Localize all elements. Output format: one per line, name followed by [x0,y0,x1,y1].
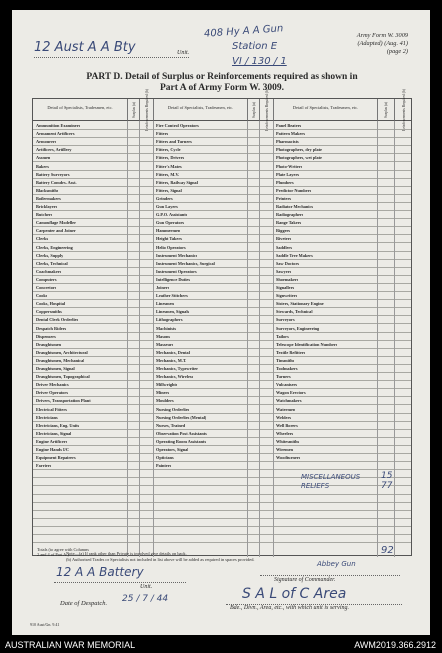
station-line-1: 408 Hy A A Gun [203,23,284,40]
table-row [33,284,411,292]
row-label-col1: Clerks, Technical [36,260,68,266]
row-label-col2: Leather Stitchers [156,293,188,299]
misc-line-2: RELIEFS [301,482,330,490]
row-label-col2: Operators, Signal [156,447,189,452]
row-label-col1: Clerks [36,236,49,242]
title-line-2: Part A of Army Form W. 3009. [159,83,284,93]
table-row [33,316,411,324]
row-label-col1: Draughtsmen, Topographical [36,374,90,380]
row-label-col3: Wiremen [276,447,294,452]
row-label-col2: Masseurs [156,341,174,347]
table-row [33,219,411,227]
row-label-col2: Instrument Mechanics [156,252,198,258]
row-label-col3: Radiographers [276,212,304,218]
table-row [33,365,411,373]
row-label-col2: Nursing Orderlies (Mental) [156,414,207,420]
row-label-col3: Woodturners [276,455,301,461]
row-label-col3: Signallers [276,285,295,290]
table-row [33,130,411,138]
row-label-col1: Battery Surveyors [36,171,70,177]
row-label-col1: Artificers, Artillery [36,147,72,153]
row-label-col2: Helio Operators [156,244,186,250]
column-divider [394,121,395,557]
row-label-col1: Bricklayers [36,204,58,209]
row-label-col3: Photographers, wet plate [276,155,322,161]
row-label-col2: Fitters, M.V. [156,171,180,177]
row-label-col3: Wagon Erectors [276,390,306,396]
reinf-header-2: Reinforcements Required (b) [259,99,273,121]
table-row [33,406,411,414]
unit-handwritten: 12 Aust A A Bty [34,40,136,55]
table-row [33,389,411,397]
table-row [33,373,411,381]
unit-underline [34,57,189,58]
table-row [33,341,411,349]
table-row [33,122,411,130]
form-reference [357,32,408,56]
table-row [33,187,411,195]
form-ref-line-2: (Adapted) (Aug. 41) [357,40,408,47]
row-label-col2: Opticians [156,455,174,461]
row-label-col2: Joiners [156,285,170,290]
row-label-col2: Instrument Operators [156,268,197,274]
row-label-col1: Draughtsmen, Architectural [36,349,88,355]
row-label-col1: Drivers, Transportation Plant [36,398,91,404]
table-row [33,244,411,252]
row-label-col2: Instrument Mechanics, Surgical [156,260,215,266]
row-label-col1: Coppersmiths [36,309,62,315]
row-label-col3: Riggers [276,228,291,234]
row-label-col1: Electricians, Signal [36,430,72,436]
row-label-col1: Clerks, Engineering [36,244,73,250]
title-line-1: PART D. Detail of Surplus or Reinforcements required as shown in [86,72,358,82]
row-label-col2: Observation Post Assistants [156,430,207,436]
row-label-col3: Whitesmiths [276,438,300,444]
surplus-header-3: Surplus (a) [377,99,394,121]
area-handwritten: S A L of C Area [242,586,347,602]
row-label-col1: Engine Artificers [36,438,68,444]
blank-row [33,535,411,543]
column-divider [247,121,248,557]
row-label-col2: Linesmen [156,301,174,307]
row-label-col1: Dental Clerk Orderlies [36,317,79,323]
row-label-col3: Plumbers [276,179,294,185]
row-label-col2: Machinists [156,325,177,331]
row-label-col1: Bakers [36,163,49,169]
row-label-col3: Panel Beaters [276,123,302,128]
row-label-col1: Draughtsmen, Signal [36,366,75,371]
row-label-col1: Armament Artificers [36,131,75,137]
row-label-col3: Signwriters [276,293,298,299]
row-label-col3: Sawyers [276,268,292,274]
row-label-col1: Cooks [36,293,48,299]
table-row [33,195,411,203]
row-label-col3: Welders [276,414,292,420]
despatch-label: Date of Despatch. [60,600,108,607]
row-label-col3: Shoemakers [276,276,299,282]
col-header-2: Detail of Specialists, Tradesmen, etc. [153,99,247,121]
row-label-col3: Surveyors [276,317,295,323]
table-row [33,349,411,357]
table-row [33,163,411,171]
row-label-col3: Range Takers [276,220,302,226]
row-label-col2: Masons [156,333,171,339]
row-label-col1: Cooks, Hospital [36,301,66,307]
row-label-col3: Riveters [276,236,292,242]
commander-signature: Abbey Gun [317,560,356,568]
table-row [33,154,411,162]
row-label-col1: Despatch Riders [36,325,67,331]
table-row [33,227,411,235]
table-row [33,146,411,154]
row-label-col3: Pharmacists [276,139,299,145]
row-label-col3: Predictor Numbers [276,187,312,193]
footer-right: AWM2019.366.2912 [354,640,436,650]
row-label-col1: Battery Comdrs. Asst. [36,179,77,185]
print-reference: 910 Aust/Gn. 9.41 [30,622,60,627]
blank-row [33,527,411,535]
misc-line-1: MISCELLANEOUS [301,473,361,481]
totals-value: 92 [381,545,394,556]
station-line-3: VI / 130 / 1 [232,56,287,67]
table-row [33,438,411,446]
row-label-col1: Coachmakers [36,268,62,274]
row-label-col2: Fitters, Drivers [156,155,185,161]
part-d-title [32,72,412,94]
misc-value-1: 15 [381,471,393,481]
column-divider [259,121,260,557]
row-label-col3: Plate Layers [276,171,300,177]
row-label-col3: Watermen [276,406,296,412]
row-label-col3: Well Borers [276,422,298,428]
surplus-header-2: Surplus (a) [247,99,259,121]
row-label-col2: Gun Operators [156,220,185,226]
blank-row [33,503,411,511]
row-label-col2: Millwrights [156,382,178,388]
row-label-col2: Lithographers [156,317,183,323]
bottom-unit-handwritten: 12 A A Battery [56,565,144,579]
table-row [33,308,411,316]
row-label-col1: Carpenter and Joiner [36,228,76,234]
row-label-col3: Tinsmiths [276,357,295,363]
row-label-col3: Radiator Mechanics [276,204,314,209]
table-row [33,292,411,300]
table-row [33,235,411,243]
row-label-col3: Sisters, Stationary Engine [276,301,324,307]
row-label-col1: Engine Hands I/C [36,447,69,452]
row-label-col1: Dispensers [36,333,56,339]
table-row [33,381,411,389]
note-line-1: Note—(a) If rank other than Private is involved give details on back. [66,551,187,556]
footer-left: AUSTRALIAN WAR MEMORIAL [5,640,136,650]
row-label-col2: Nursing Orderlies [156,406,190,412]
row-label-col1: Driver Operators [36,390,69,396]
row-label-col3: Stewards, Technical [276,309,313,315]
surplus-header-1: Surplus (a) [127,99,139,121]
column-divider [139,121,140,557]
table-row [33,462,411,470]
row-label-col2: Intelligence Duties [156,276,191,282]
row-label-col3: Telescope Identification Numbers [276,341,338,347]
row-label-col1: Electricians, Eng. Units [36,422,80,428]
row-label-col2: Mechanics, Wireless [156,374,194,380]
row-label-col1: Electricians [36,414,58,420]
row-label-col2: Painters [156,463,172,469]
row-label-col2: Mechanics, Dental [156,349,190,355]
row-label-col1: Armourers [36,139,57,145]
row-label-col2: Fitters, Cycle [156,147,181,153]
table-row [33,203,411,211]
table-row [33,454,411,462]
row-label-col1: Computers [36,276,57,282]
row-label-col1: Draughtsmen [36,341,62,347]
table-row [33,430,411,438]
table-row [33,333,411,341]
row-label-col1: Clerks, Supply [36,252,64,258]
row-label-col3: Photo-Writers [276,163,303,169]
form-ref-line-3: (page 2) [386,48,408,55]
table-row [33,268,411,276]
table-row [33,300,411,308]
signature-line [260,575,400,576]
row-label-col1: Electrical Fitters [36,406,67,412]
row-label-col2: Grinders [156,195,173,201]
misc-reliefs [301,473,360,491]
table-row [33,252,411,260]
area-label: Bde., Divn., Area, etc., with which unit is serving. [230,605,349,611]
row-label-col3: Saddlers [276,244,292,250]
row-label-col3: Surveyors, Engineering [276,325,320,331]
column-divider [127,121,128,557]
row-label-col3: Saw Doctors [276,260,300,266]
unit-label: Unit. [177,50,190,56]
row-label-col2: Fitters [156,131,169,137]
table-row [33,357,411,365]
row-label-col3: Pattern Makers [276,131,305,137]
row-label-col3: Vulcanisers [276,382,298,388]
row-label-col1: Farriers [36,463,52,469]
table-row [33,179,411,187]
row-label-col2: G.P.O. Assistants [156,212,188,218]
table-row [33,422,411,430]
column-divider [153,121,154,557]
row-label-col2: Fitters and Turners [156,139,192,145]
row-label-col2: Fire Control Operators [156,123,199,128]
row-label-col1: Camouflage Modeller [36,220,76,226]
station-line-2: Station E [232,41,278,52]
row-label-col3: Photographers, dry plate [276,147,322,153]
row-label-col3: Saddle Tree Makers [276,252,313,258]
signature-label: Signature of Commander. [274,577,336,583]
table-row [33,138,411,146]
table-row [33,211,411,219]
bottom-unit-label: Unit. [140,584,153,590]
table-row [33,414,411,422]
col-header-1: Detail of Specialists, Tradesmen, etc. [33,99,127,121]
blank-row [33,495,411,503]
reinf-header-3: Reinforcements Required (b) [394,99,412,121]
form-page [12,10,430,635]
row-label-col1: Butchers [36,212,53,218]
row-label-col1: Assmen [36,155,51,161]
row-label-col2: Fitter's Mates [156,163,182,169]
row-label-col2: Operating Room Assistants [156,438,207,444]
notes [66,551,255,563]
row-label-col2: Nurses, Trained [156,422,186,428]
bottom-unit-line [54,582,186,583]
table-row [33,446,411,454]
row-label-col3: Tailors [276,333,289,339]
row-label-col1: Equipment Repairers [36,455,76,461]
row-label-col2: Height Takers [156,236,182,242]
table-row [33,260,411,268]
row-label-col2: Fitters, Railway Signal [156,179,198,185]
misc-value-2: 77 [381,481,393,491]
despatch-date: 25 / 7 / 44 [122,594,169,604]
blank-row [33,511,411,519]
table-row [33,397,411,405]
reinf-header-1: Reinforcements Required (b) [139,99,153,121]
form-ref-line-1: Army Form W. 3009 [356,32,408,39]
row-label-col2: Gun Layers [156,204,178,209]
footer-bar [0,637,442,653]
row-label-col1: Ammunition Examiners [36,123,81,128]
col-header-3: Detail of Specialists, Tradesmen, etc. [273,99,377,121]
table-row [33,171,411,179]
row-label-col2: Fitters, Signal [156,187,182,193]
row-label-col1: Draughtsmen, Mechanical [36,357,85,363]
row-label-col1: Boilermakers [36,195,61,201]
blank-row [33,519,411,527]
row-label-col3: Watchmakers [276,398,302,404]
row-label-col3: Wheelers [276,430,294,436]
row-label-col3: Turners [276,374,291,380]
table-row [33,276,411,284]
table-row [33,325,411,333]
row-label-col2: Moulders [156,398,174,404]
row-label-col2: Linesmen, Signals [156,309,190,315]
totals-label: Totals (to agree with Columns 2 and 4 of Part A.) [37,547,89,557]
row-label-col2: Hammermen [156,228,181,234]
row-label-col3: Printers [276,195,292,201]
note-line-2: (b) Authorised Trades or Specialists not included in list above will be added as required in spaces provided. [66,557,255,562]
column-divider [273,121,274,557]
row-label-col1: Driver Mechanics [36,382,69,388]
row-label-col3: Toolmakers [276,366,298,371]
row-label-col2: Mechanics, Typewriter [156,366,199,371]
row-label-col2: Miners [156,390,170,396]
column-divider [377,121,378,557]
row-label-col1: Concretors [36,285,57,290]
row-label-col1: Blacksmiths [36,187,59,193]
row-label-col2: Mechanics, M.T. [156,357,187,363]
row-label-col3: Textile Refitters [276,349,306,355]
